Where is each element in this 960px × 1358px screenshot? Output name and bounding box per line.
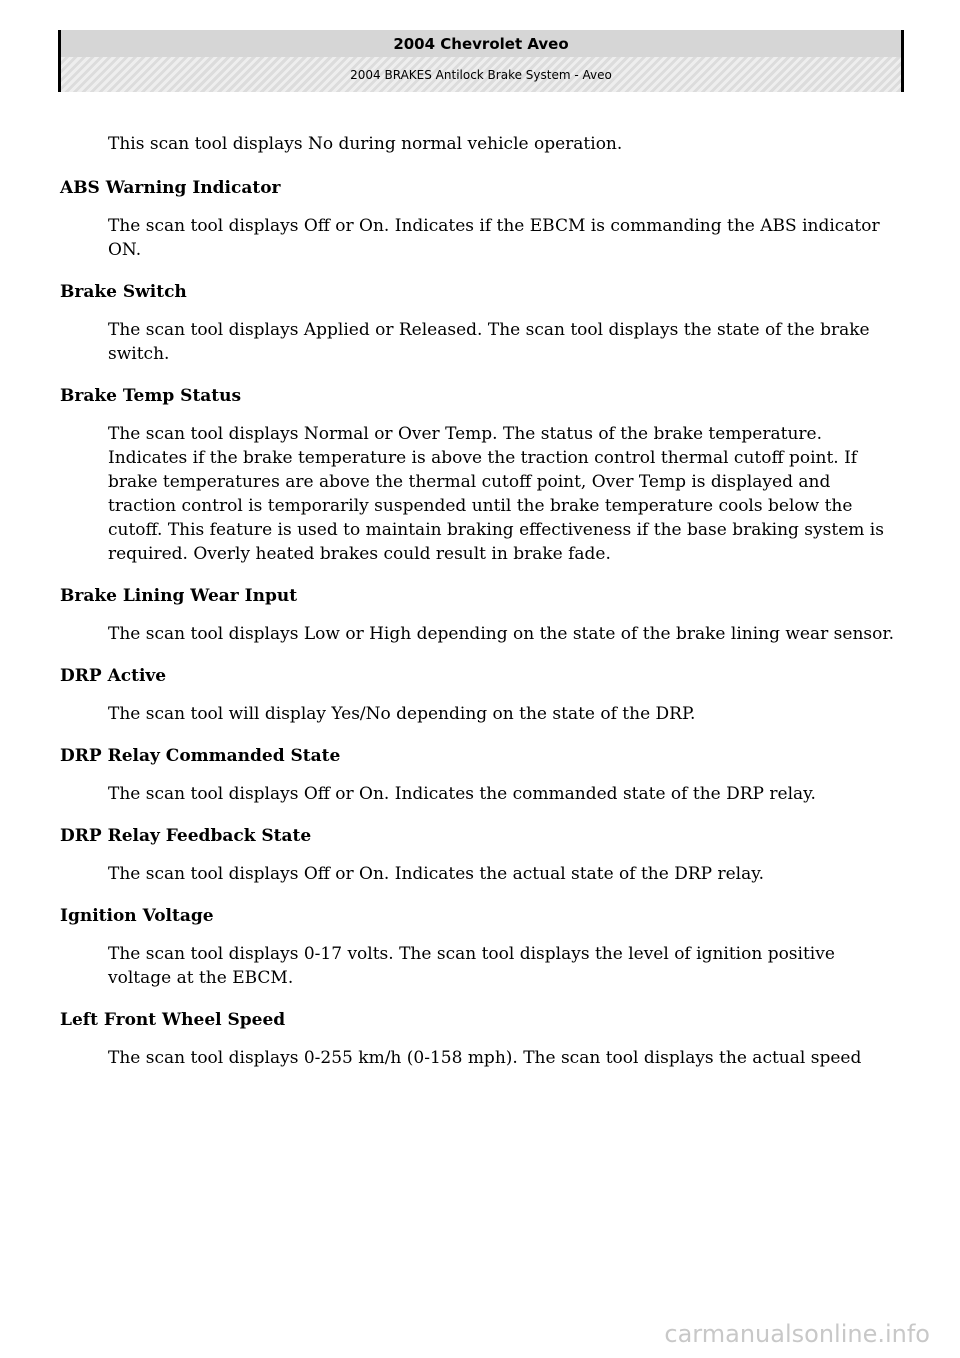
section-drp-relay-commanded-state <box>60 744 900 806</box>
section-drp-relay-feedback-state <box>60 824 900 886</box>
section-description: The scan tool displays 0-255 km/h (0-158 mph). The scan tool displays the actual speed <box>108 1048 862 1068</box>
site-watermark: carmanualsonline.info <box>664 1320 930 1348</box>
page-header <box>58 30 904 92</box>
section-description: The scan tool displays 0-17 volts. The scan tool displays the level of ignition positive voltage at the EBCM. <box>108 944 835 988</box>
lead-paragraph: This scan tool displays No during normal vehicle operation. <box>108 134 623 154</box>
section-term: Ignition Voltage <box>60 906 214 926</box>
section-ignition-voltage <box>60 904 900 990</box>
section-description: The scan tool displays Off or On. Indicates the actual state of the DRP relay. <box>108 864 764 884</box>
section-term: ABS Warning Indicator <box>60 178 281 198</box>
section-term: DRP Active <box>60 666 167 686</box>
document-body <box>60 132 900 1088</box>
section-description: The scan tool displays Off or On. Indicates if the EBCM is commanding the ABS indicator ON. <box>108 216 880 260</box>
section-term: DRP Relay Commanded State <box>60 746 341 766</box>
section-description: The scan tool displays Off or On. Indicates the commanded state of the DRP relay. <box>108 784 816 804</box>
section-brake-switch <box>60 280 900 366</box>
section-description: The scan tool will display Yes/No depending on the state of the DRP. <box>108 704 696 724</box>
section-description: The scan tool displays Normal or Over Temp. The status of the brake temperature. Indicates if the brake temperature is above the traction control thermal cutoff point. If brake temperatures are above the thermal cutoff point, Over Temp is displayed and traction control is temporarily suspended until the brake temperature cools below the cutoff. This feature is used to maintain braking effectiveness if the base braking system is required. Overly heated brakes could result in brake fade. <box>108 424 884 564</box>
section-term: Brake Lining Wear Input <box>60 586 298 606</box>
section-term: Brake Temp Status <box>60 386 242 406</box>
section-drp-active <box>60 664 900 726</box>
section-left-front-wheel-speed <box>60 1008 900 1070</box>
section-description: The scan tool displays Applied or Released. The scan tool displays the state of the brake switch. <box>108 320 870 364</box>
section-brake-temp-status <box>60 384 900 566</box>
section-description: The scan tool displays Low or High depending on the state of the brake lining wear sensor. <box>108 624 895 644</box>
section-brake-lining-wear-input <box>60 584 900 646</box>
header-title: 2004 Chevrolet Aveo <box>61 30 901 57</box>
header-subtitle: 2004 BRAKES Antilock Brake System - Aveo <box>61 57 901 92</box>
section-term: Left Front Wheel Speed <box>60 1010 286 1030</box>
section-abs-warning-indicator <box>60 176 900 262</box>
section-term: DRP Relay Feedback State <box>60 826 312 846</box>
section-term: Brake Switch <box>60 282 187 302</box>
